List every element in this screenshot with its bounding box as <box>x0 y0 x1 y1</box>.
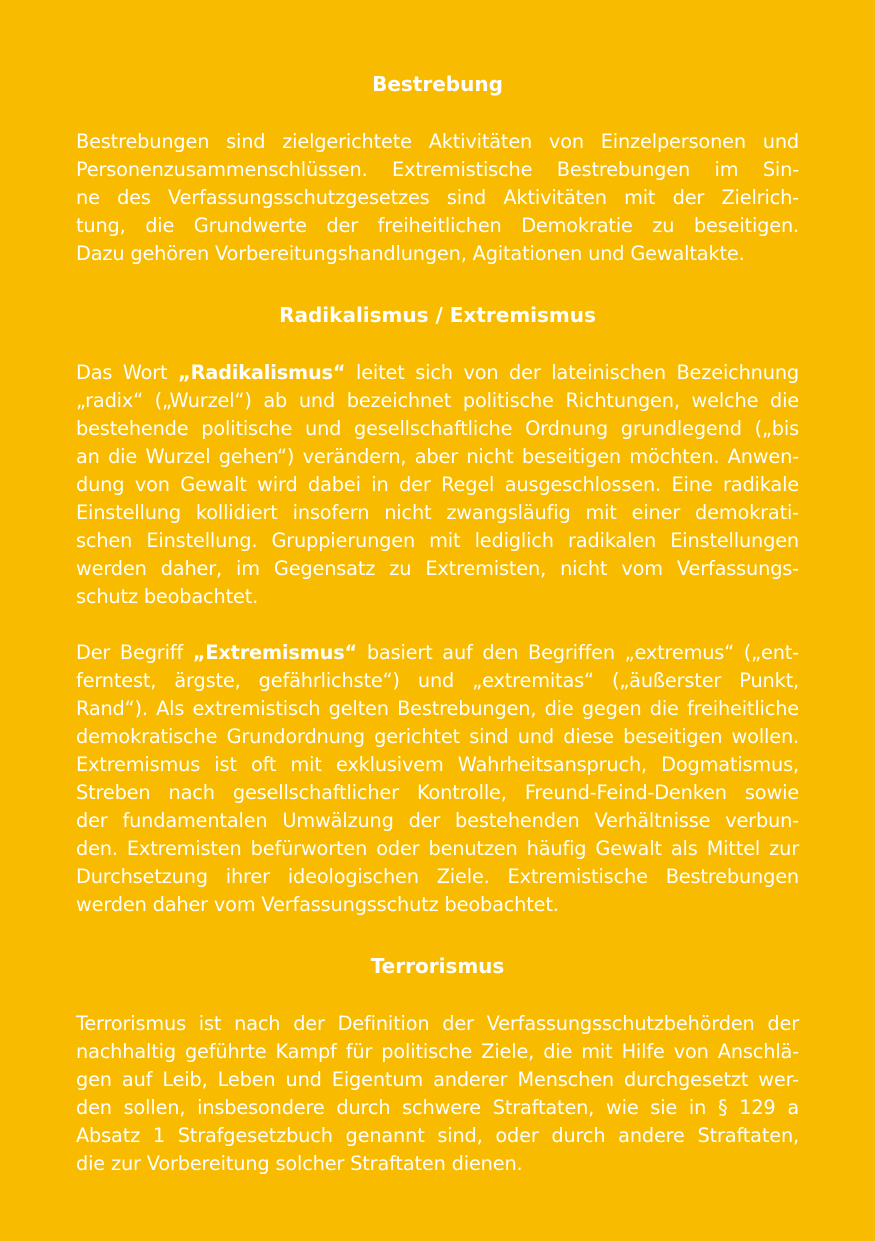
text-line: schutz beobachtet. <box>76 585 259 608</box>
text-line: schen Einstellung. Gruppierungen mit lediglich radikalen Einstellungen <box>76 529 799 552</box>
term-extremismus: „Extremismus“ <box>192 641 358 664</box>
heading-terrorismus: Terrorismus <box>370 954 505 978</box>
heading-radikalismus-extremismus: Radikalismus / Extremismus <box>279 303 596 327</box>
text-run: Das Wort <box>76 361 168 384</box>
text-line: Extremismus ist oft mit exklusivem Wahrheitsanspruch, Dogmatismus, <box>76 753 799 776</box>
text-line: nachhaltig geführte Kampf für politische Ziele, die mit Hilfe von Anschlä- <box>76 1040 799 1063</box>
text-line: den sollen, insbesondere durch schwere Straftaten, wie sie in § 129 a <box>76 1096 799 1119</box>
text-line-with-term <box>76 359 799 387</box>
term-radikalismus: „Radikalismus“ <box>178 361 346 384</box>
text-line: demokratische Grundordnung gerichtet sind und diese beseitigen wollen. <box>76 725 799 748</box>
paragraph-extremismus <box>76 639 799 919</box>
text-run: leitet sich von der lateinischen Bezeichnung <box>356 361 799 384</box>
text-line: „radix“ („Wurzel“) ab und bezeichnet politische Richtungen, welche die <box>76 389 799 412</box>
text-line: werden daher vom Verfassungsschutz beobachtet. <box>76 893 559 916</box>
text-line: die zur Vorbereitung solcher Straftaten dienen. <box>76 1152 523 1175</box>
text-line: Einstellung kollidiert insofern nicht zwangsläufig mit einer demokrati- <box>76 501 799 524</box>
paragraph-bestrebung <box>76 128 799 268</box>
text-line: Personenzusammenschlüssen. Extremistische Bestrebungen im Sin- <box>76 158 799 181</box>
text-line: Streben nach gesellschaftlicher Kontrolle, Freund-Feind-Denken sowie <box>76 781 799 804</box>
text-line-with-term <box>76 639 799 667</box>
text-line: Durchsetzung ihrer ideologischen Ziele. Extremistische Bestrebungen <box>76 865 799 888</box>
text-line: bestehende politische und gesellschaftliche Ordnung grundlegend („bis <box>76 417 799 440</box>
text-line: dung von Gewalt wird dabei in der Regel ausgeschlossen. Eine radikale <box>76 473 799 496</box>
paragraph-radikalismus <box>76 359 799 611</box>
text-line: der fundamentalen Umwälzung der bestehenden Verhältnisse verbun- <box>76 809 799 832</box>
text-run: Der Begriff <box>76 641 184 664</box>
text-line: werden daher, im Gegensatz zu Extremisten, nicht vom Verfassungs- <box>76 557 799 580</box>
text-line: gen auf Leib, Leben und Eigentum anderer Menschen durchgesetzt wer- <box>76 1068 799 1091</box>
text-line: Terrorismus ist nach der Definition der Verfassungsschutzbehörden der <box>76 1012 799 1035</box>
text-line: Bestrebungen sind zielgerichtete Aktivitäten von Einzelpersonen und <box>76 130 799 153</box>
heading-bestrebung: Bestrebung <box>372 72 503 96</box>
text-line: ne des Verfassungsschutzgesetzes sind Aktivitäten mit der Zielrich- <box>76 186 799 209</box>
document-page <box>76 68 799 1178</box>
text-run: basiert auf den Begriffen „extremus“ („ent- <box>366 641 799 664</box>
text-line: ferntest, ärgste, gefährlichste“) und „extremitas“ („äußerster Punkt, <box>76 669 799 692</box>
text-line: Rand“). Als extremistisch gelten Bestrebungen, die gegen die freiheitliche <box>76 697 799 720</box>
text-line: den. Extremisten befürworten oder benutzen häufig Gewalt als Mittel zur <box>76 837 799 860</box>
text-line: Absatz 1 Strafgesetzbuch genannt sind, oder durch andere Straftaten, <box>76 1124 799 1147</box>
text-line: Dazu gehören Vorbereitungshandlungen, Agitationen und Gewaltakte. <box>76 242 745 265</box>
paragraph-terrorismus <box>76 1010 799 1178</box>
text-line: tung, die Grundwerte der freiheitlichen Demokratie zu beseitigen. <box>76 214 799 237</box>
text-line: an die Wurzel gehen“) verändern, aber nicht beseitigen möchten. Anwen- <box>76 445 799 468</box>
